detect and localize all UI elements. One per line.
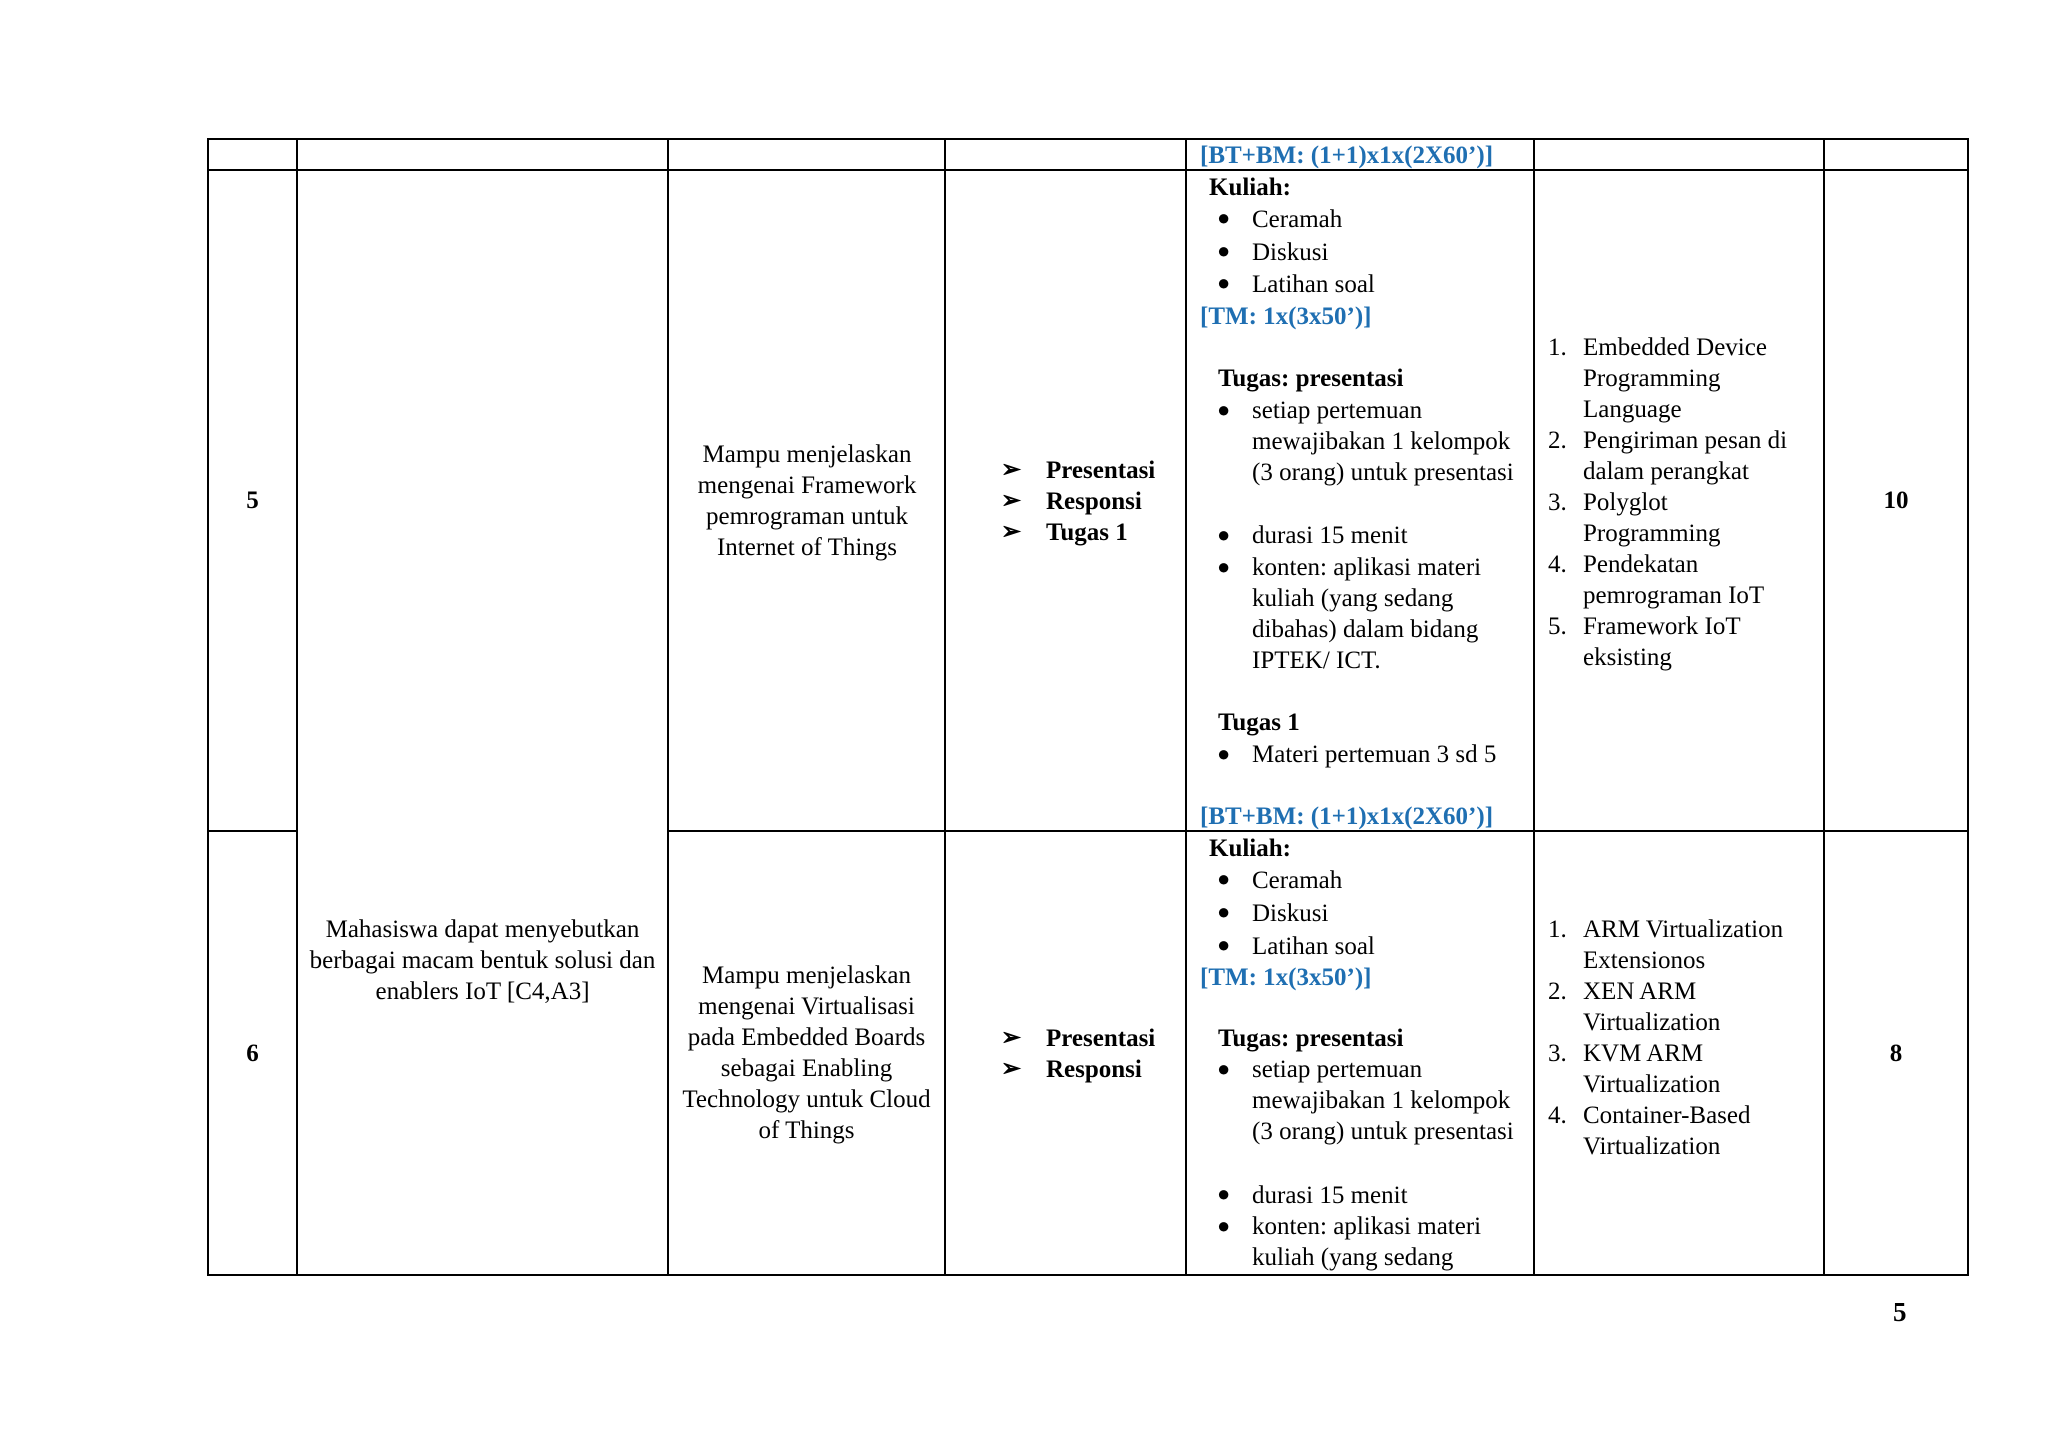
bullet-icon: ● xyxy=(1217,932,1231,957)
indicator-item: Presentasi xyxy=(1046,1025,1156,1052)
list-number: 5. xyxy=(1548,613,1567,640)
arrow-bullet-icon: ➢ xyxy=(1001,1025,1022,1051)
tugas-item: konten: aplikasi materi kuliah (yang sedang xyxy=(1252,1213,1482,1271)
bullet-icon: ● xyxy=(1217,397,1231,422)
list-number: 3. xyxy=(1548,1040,1567,1067)
page-number: 5 xyxy=(1893,1297,1907,1327)
bullet-icon: ● xyxy=(1217,205,1231,230)
tugas-item: setiap pertemuan mewajibakan 1 kelompok (3 orang) untuk presentasi xyxy=(1252,397,1514,486)
material-item: XEN ARM Virtualization xyxy=(1583,978,1721,1036)
tm-note: [TM: 1x(3x50’)] xyxy=(1200,964,1372,991)
bullet-icon: ● xyxy=(1217,899,1231,924)
material-item: Framework IoT eksisting xyxy=(1583,613,1741,671)
material-item: Embedded Device Programming Language xyxy=(1583,334,1767,423)
list-number: 2. xyxy=(1548,427,1567,454)
tugas1-item: Materi pertemuan 3 sd 5 xyxy=(1252,741,1497,768)
weight-6: 8 xyxy=(1889,1039,1903,1067)
tugas-item: konten: aplikasi materi kuliah (yang sedang dibahas) dalam bidang IPTEK/ ICT. xyxy=(1252,554,1482,674)
kuliah-title: Kuliah: xyxy=(1209,174,1291,201)
bullet-icon: ● xyxy=(1217,238,1231,263)
tugas1-title: Tugas 1 xyxy=(1218,709,1300,736)
bullet-icon: ● xyxy=(1217,1213,1231,1238)
bullet-icon: ● xyxy=(1217,522,1231,547)
kuliah-item: Ceramah xyxy=(1252,867,1343,894)
material-item: ARM Virtualization Extensionos xyxy=(1583,916,1784,974)
kuliah-item: Latihan soal xyxy=(1252,933,1375,960)
bullet-icon: ● xyxy=(1217,554,1231,579)
bullet-icon: ● xyxy=(1217,1181,1231,1206)
sub-cpmk-6: Mampu menjelaskan mengenai Virtualisasi pada Embedded Boards sebagai Enabling Technology untuk Cloud of Things xyxy=(682,962,931,1144)
week-number-6: 6 xyxy=(246,1039,259,1067)
material-item: Container-Based Virtualization xyxy=(1583,1102,1751,1160)
indicator-item: Responsi xyxy=(1046,488,1142,515)
tugas-title: Tugas: presentasi xyxy=(1218,365,1404,392)
bullet-icon: ● xyxy=(1217,866,1231,891)
tugas-item: durasi 15 menit xyxy=(1252,1182,1408,1209)
tugas-item: durasi 15 menit xyxy=(1252,522,1408,549)
kuliah-item: Diskusi xyxy=(1252,900,1329,927)
header-method-note: [BT+BM: (1+1)x1x(2X60’)] xyxy=(1200,142,1494,169)
kuliah-item: Ceramah xyxy=(1252,206,1343,233)
material-item: Pengiriman pesan di dalam perangkat xyxy=(1583,427,1788,485)
list-number: 4. xyxy=(1548,551,1567,578)
bullet-icon: ● xyxy=(1217,741,1231,766)
material-item: Pendekatan pemrograman IoT xyxy=(1583,551,1765,609)
indicator-item: Tugas 1 xyxy=(1046,519,1128,546)
arrow-bullet-icon: ➢ xyxy=(1001,519,1022,545)
list-number: 4. xyxy=(1548,1102,1567,1129)
list-number: 1. xyxy=(1548,916,1567,943)
list-number: 1. xyxy=(1548,334,1567,361)
bt-bm-note: [BT+BM: (1+1)x1x(2X60’)] xyxy=(1200,803,1494,830)
list-number: 3. xyxy=(1548,489,1567,516)
arrow-bullet-icon: ➢ xyxy=(1001,457,1022,483)
material-item: KVM ARM Virtualization xyxy=(1583,1040,1721,1098)
cpmk-text: Mahasiswa dapat menyebutkan berbagai macam bentuk solusi dan enablers IoT [C4,A3] xyxy=(309,915,656,1005)
list-number: 2. xyxy=(1548,978,1567,1005)
arrow-bullet-icon: ➢ xyxy=(1001,488,1022,514)
material-item: Polyglot Programming xyxy=(1583,489,1721,547)
indicator-item: Presentasi xyxy=(1046,457,1156,484)
indicator-item: Responsi xyxy=(1046,1056,1142,1083)
arrow-bullet-icon: ➢ xyxy=(1001,1056,1022,1082)
bullet-icon: ● xyxy=(1217,270,1231,295)
tugas-title: Tugas: presentasi xyxy=(1218,1025,1404,1052)
kuliah-title: Kuliah: xyxy=(1209,835,1291,862)
tm-note: [TM: 1x(3x50’)] xyxy=(1200,303,1372,330)
kuliah-item: Latihan soal xyxy=(1252,271,1375,298)
sub-cpmk-5: Mampu menjelaskan mengenai Framework pemrograman untuk Internet of Things xyxy=(697,440,917,561)
tugas-item: setiap pertemuan mewajibakan 1 kelompok (3 orang) untuk presentasi xyxy=(1252,1056,1514,1145)
weight-5: 10 xyxy=(1883,487,1909,514)
week-number-5: 5 xyxy=(246,487,259,514)
bullet-icon: ● xyxy=(1217,1056,1231,1081)
kuliah-item: Diskusi xyxy=(1252,239,1329,266)
